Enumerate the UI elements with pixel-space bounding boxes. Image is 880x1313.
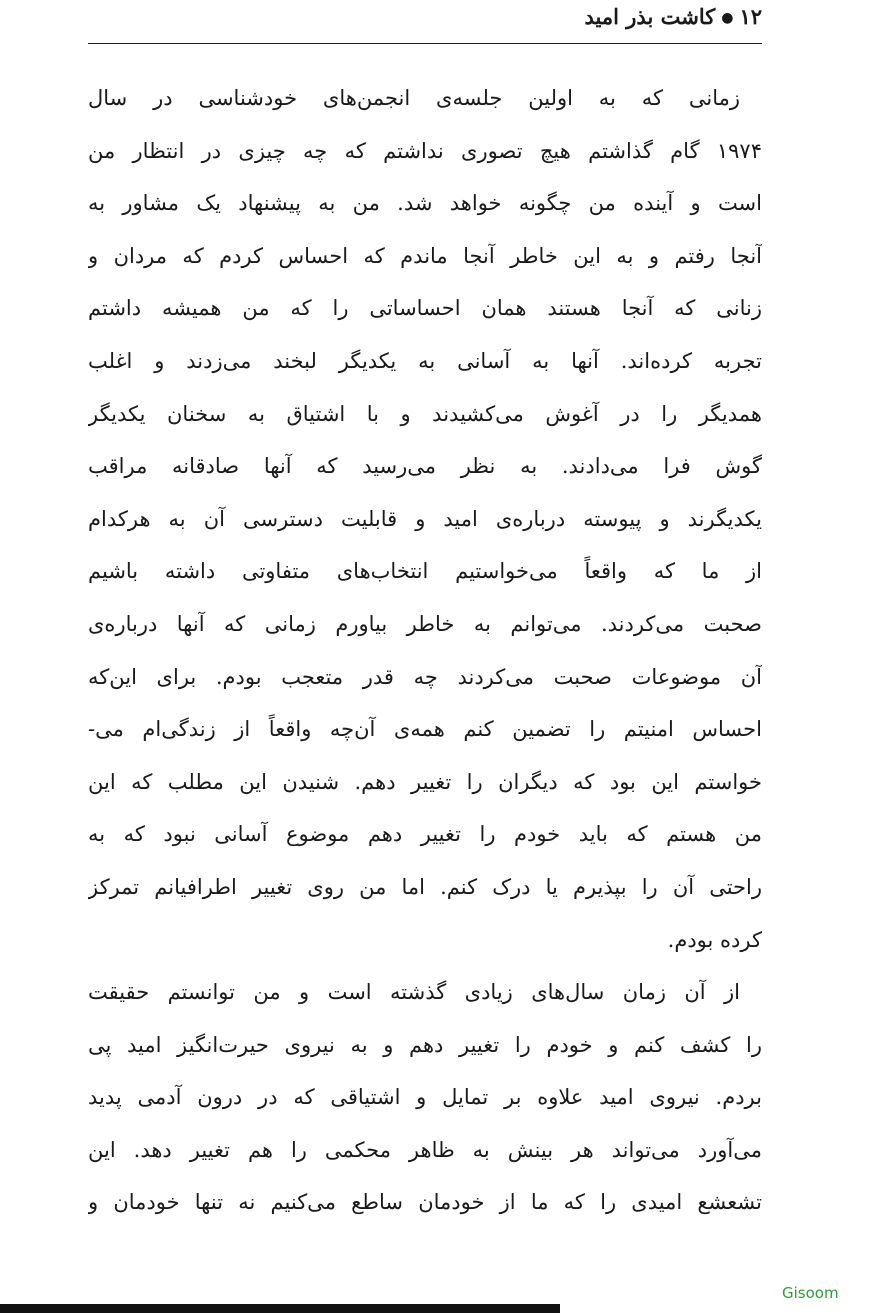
header-rule [88,43,762,44]
book-title: کاشت بذر امید [584,4,716,29]
text-line: صحبت می‌کردند. می‌توانم به خاطر بیاورم زمانی که آنها درباره‌ی [88,611,762,636]
text-line: راحتی آن را بپذیرم یا درک کنم. اما من روی تغییر اطرافیانم تمرکز [88,874,762,899]
text-line: من هستم که باید خودم را تغییر دهم موضوع آسانی نبود که به [88,822,762,847]
text-line: خواستم این بود که دیگران را تغییر دهم. شنیدن این مطلب که این [88,769,762,794]
paragraph-2 [88,966,762,1229]
text-line: زنانی که آنجا هستند همان احساساتی را که من همیشه داشتم [88,296,762,321]
scan-edge-shadow [0,1304,560,1313]
text-line: یکدیگرند و پیوسته درباره‌ی امید و قابلیت دسترسی آن به هرکدام [88,506,762,531]
text-line: است و آینده من چگونه خواهد شد. من به پیشنهاد یک مشاور به [88,191,762,216]
text-line: را کشف کنم و خودم را تغییر دهم و به نیروی حیرت‌انگیز امید پی [88,1032,762,1057]
text-line: گوش فرا می‌دادند. به نظر می‌رسید که آنها صادقانه مراقب [88,454,762,479]
paragraph-1 [88,72,762,966]
text-line: تجربه کرده‌اند. آنها به آسانی به یکدیگر لبخند می‌زدند و اغلب [88,348,762,373]
gisoom-logo [782,1284,839,1302]
text-line: ۱۹۷۴ گام گذاشتم هیچ تصوری نداشتم که چه چیزی در انتظار من [88,138,762,163]
text-line: کرده بودم. [667,927,762,952]
text-line: بردم. نیروی امید علاوه بر تمایل و اشتیاقی که در درون آدمی پدید [88,1085,762,1110]
text-line: احساس امنیتم را تضمین کنم همه‌ی آن‌چه واقعاً از زندگی‌ام می- [88,717,762,742]
text-line: تشعشع امیدی را که ما از خودمان ساطع می‌کنیم نه تنها خودمان و [88,1190,762,1215]
page-number: ۱۲ [739,4,762,29]
text-line: آنجا رفتم و به این خاطر آنجا ماندم که احساس کردم که مردان و [88,243,762,268]
text-line: زمانی که به اولین جلسه‌ی انجمن‌های خودشناسی در سال [88,86,740,110]
text-line: از آن زمان سال‌های زیادی گذشته است و من توانستم حقیقت [88,980,740,1005]
header-bullet: ● [721,10,734,26]
text-line: آن موضوعات صحبت می‌کردند چه قدر متعجب بودم. برای این‌که [88,664,762,689]
text-line: از ما که واقعاً می‌خواستیم انتخاب‌های متفاوتی داشته باشیم [88,559,762,584]
text-line: می‌آورد می‌تواند هر بینش به ظاهر محکمی را هم تغییر دهد. این [88,1137,762,1162]
text-line: همدیگر را در آغوش می‌کشیدند و با اشتیاق به سخنان یکدیگر [88,401,762,426]
running-header [585,4,762,29]
gisoom-logo-text: Gisoom [782,1284,839,1302]
body-text [88,72,762,1229]
